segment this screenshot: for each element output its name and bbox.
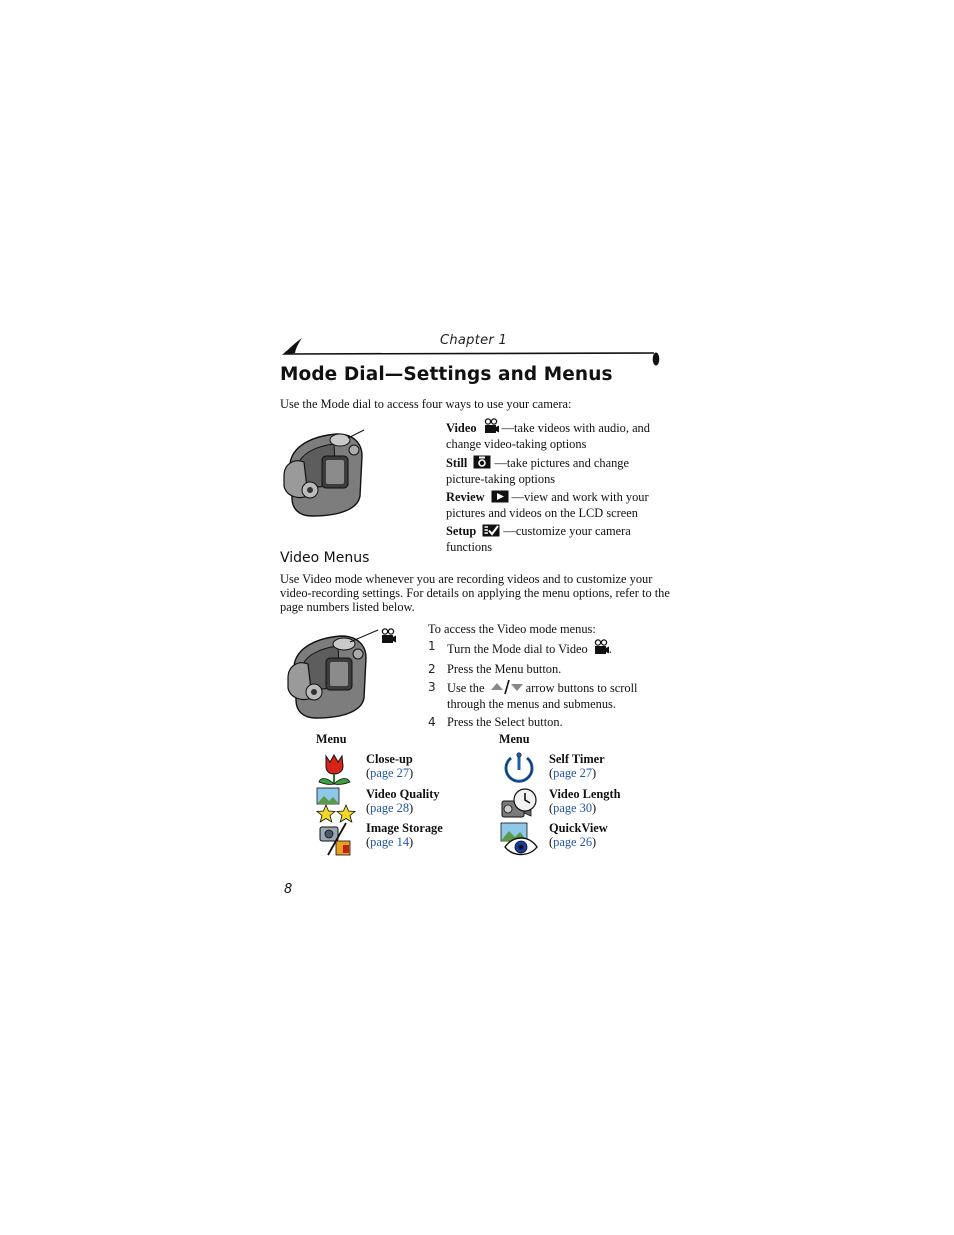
page-link[interactable]: page 26 [553, 835, 593, 849]
menu-item-self-timer[interactable] [499, 752, 679, 786]
image-storage-card-icon [316, 821, 356, 857]
steps-list [428, 639, 668, 733]
page-link[interactable]: page 27 [370, 766, 410, 780]
menu-item-quickview[interactable] [499, 821, 679, 855]
step-text: . [608, 642, 612, 656]
menu-item-close-up[interactable] [316, 752, 496, 786]
page-title: Mode Dial—Settings and Menus [280, 364, 613, 385]
step-text: arrow buttons to scroll [525, 681, 638, 695]
menu-item-page-ref: (page 30) [549, 801, 597, 815]
mode-name: Setup [446, 524, 477, 538]
mode-desc-1: —take pictures and change [494, 456, 629, 470]
menu-item-video-length[interactable] [499, 787, 679, 821]
tulip-closeup-icon [316, 752, 356, 788]
menu-column-heading-left: Menu [316, 732, 347, 746]
menu-item-label: Image Storage [366, 821, 443, 835]
page-number: 8 [284, 882, 293, 897]
video-menus-paragraph [280, 572, 670, 614]
mode-desc-2: pictures and videos on the LCD screen [446, 506, 639, 520]
video-menus-heading: Video Menus [280, 550, 370, 566]
mode-item-video [446, 418, 661, 451]
video-quality-stars-icon [316, 787, 356, 823]
mode-item-setup [446, 524, 661, 554]
mode-item-review [446, 490, 661, 520]
quickview-eye-icon [499, 821, 539, 857]
mode-name: Video [446, 421, 477, 435]
menu-item-page-ref: (page 27) [366, 766, 414, 780]
step-item [428, 715, 668, 729]
page-link[interactable]: page 27 [553, 766, 593, 780]
menu-item-label: QuickView [549, 821, 608, 835]
page-link[interactable]: page 30 [553, 801, 593, 815]
chapter-label: Chapter 1 [440, 333, 508, 348]
review-play-icon [491, 490, 509, 506]
mode-desc-2: picture-taking options [446, 472, 556, 486]
step-number: 4 [428, 715, 436, 729]
paragraph-line: page numbers listed below. [280, 600, 415, 614]
step-text: Press the Select button. [447, 715, 563, 729]
step-text: through the menus and submenus. [447, 697, 616, 711]
video-camera-icon [593, 639, 609, 658]
menu-item-label: Video Quality [366, 787, 440, 801]
menu-item-label: Close-up [366, 752, 413, 766]
mode-desc-1: —take videos with audio, and [501, 421, 650, 435]
video-camera-icon [483, 418, 499, 437]
step-number: 3 [428, 680, 436, 694]
camera-video-mode-illustration [286, 626, 402, 722]
access-intro: To access the Video mode menus: [428, 622, 596, 636]
menu-item-page-ref: (page 27) [549, 766, 597, 780]
camera-mode-dial-illustration [282, 426, 368, 520]
step-item [428, 662, 668, 676]
menu-item-page-ref: (page 14) [366, 835, 414, 849]
page-link[interactable]: page 28 [370, 801, 410, 815]
mode-name: Still [446, 456, 468, 470]
mode-item-still [446, 455, 661, 486]
menu-item-image-storage[interactable] [316, 821, 496, 855]
video-length-clock-icon [499, 787, 539, 823]
menu-item-page-ref: (page 28) [366, 801, 414, 815]
intro-text: Use the Mode dial to access four ways to use your camera: [280, 397, 572, 411]
up-down-arrow-icon [490, 680, 524, 697]
paragraph-line: Use Video mode whenever you are recording videos and to customize your [280, 572, 653, 586]
step-item [428, 680, 668, 711]
mode-desc-1: —customize your camera [503, 524, 631, 538]
setup-check-icon [482, 524, 500, 540]
still-camera-icon [473, 455, 491, 472]
menu-item-video-quality[interactable] [316, 787, 496, 821]
menu-item-page-ref: (page 26) [549, 835, 597, 849]
self-timer-icon [499, 752, 539, 788]
mode-desc-1: —view and work with your [511, 490, 649, 504]
mode-desc-2: functions [446, 540, 493, 554]
menu-column-heading-right: Menu [499, 732, 530, 746]
step-text: Turn the Mode dial to Video [447, 642, 588, 656]
step-text: Use the [447, 681, 485, 695]
step-number: 1 [428, 639, 436, 653]
menu-item-label: Self Timer [549, 752, 605, 766]
mode-name: Review [446, 490, 485, 504]
step-number: 2 [428, 662, 436, 676]
mode-list [446, 418, 661, 558]
step-item [428, 639, 668, 658]
step-text: Press the Menu button. [447, 662, 562, 676]
paragraph-line: video-recording settings. For details on applying the menu options, refer to the [280, 586, 670, 600]
page-link[interactable]: page 14 [370, 835, 410, 849]
menu-item-label: Video Length [549, 787, 621, 801]
mode-desc-2: change video-taking options [446, 437, 587, 451]
